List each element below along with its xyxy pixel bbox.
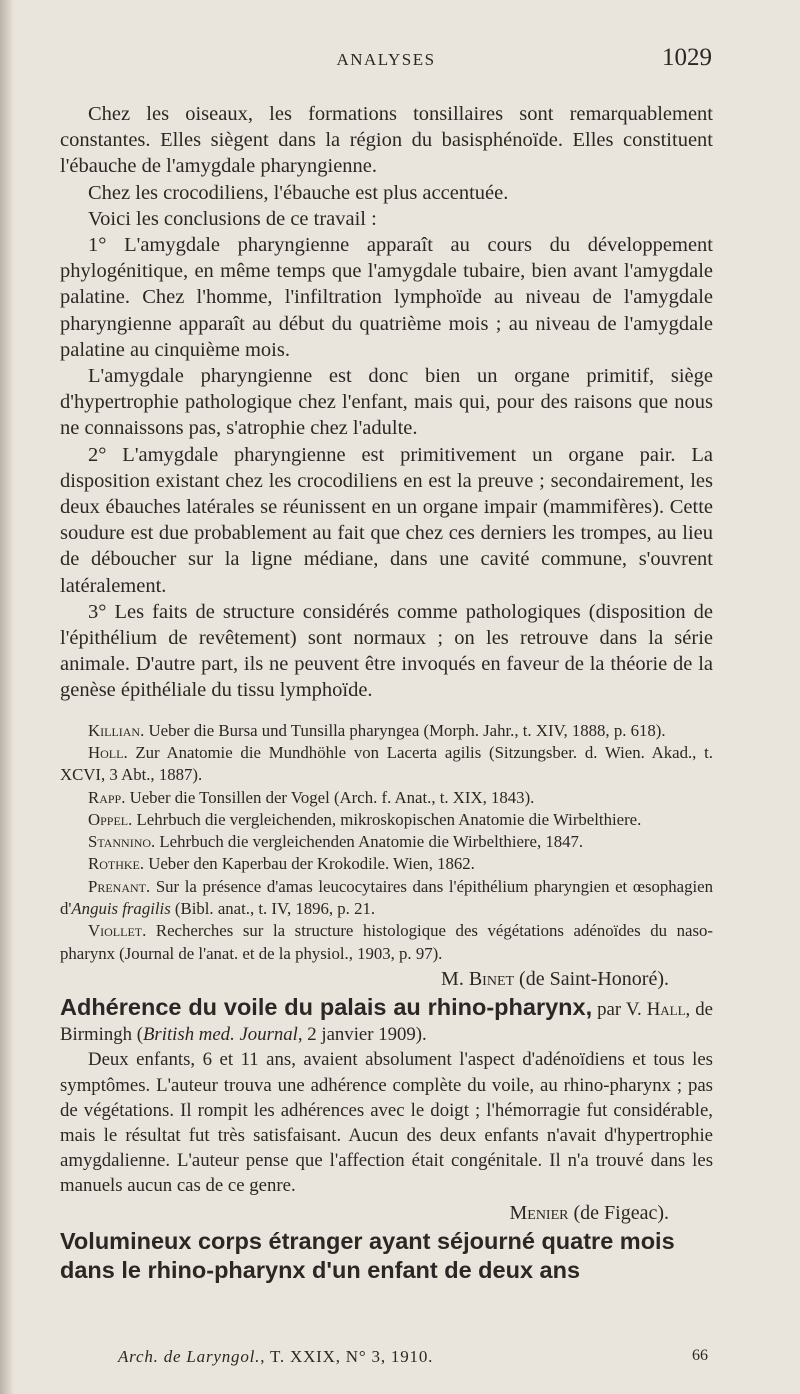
reference-item bbox=[60, 920, 713, 965]
signature-place: (de Saint-Honoré). bbox=[514, 967, 669, 990]
reference-item bbox=[60, 787, 713, 809]
running-title: ANALYSES bbox=[336, 50, 436, 69]
references-list bbox=[60, 720, 713, 965]
paragraph: 2° L'amygdale pharyngienne est primitivement un organe pair. La disposition existant chez les crocodiliens en est la preuve ; secondairement, les deux ébauches latérales se réunissent en un organe impair (mammifères). Cette soudure est due probablement au fait que chez ces derniers les trompes, au lieu de déboucher sur la ligne médiane, dans une cavité commune, s'ouvrent latéralement. bbox=[60, 443, 713, 597]
signature-place: (de Figeac). bbox=[568, 1201, 669, 1224]
byline-mid: , de Birmingh ( bbox=[60, 998, 713, 1046]
reference-text: Ueber die Bursa und Tunsilla pharyngea (Morph. Jahr., t. XIV, 1888, p. 618). bbox=[144, 720, 666, 740]
footer-journal: Arch. de Laryngol. bbox=[118, 1347, 261, 1366]
reference-author: Prenant. bbox=[88, 876, 151, 896]
paragraph: Chez les oiseaux, les formations tonsillaires sont remarquablement constantes. Elles siègent dans la région du basisphénoïde. Elles constituent l'ébauche de l'amygdale pharyngienne. bbox=[60, 103, 713, 178]
footer-volume: , T. XXIX, N° 3, 1910. bbox=[260, 1347, 434, 1366]
reference-author: Rapp. bbox=[88, 787, 126, 807]
signature-binet bbox=[60, 965, 713, 993]
article-adherence bbox=[60, 993, 713, 1227]
analysis-end bbox=[60, 101, 713, 704]
paragraph: L'amygdale pharyngienne est donc bien un organe primitif, siège d'hypertrophie pathologique chez l'enfant, mais qui, pour des raisons que nous ne connaissons pas, s'atrophie chez l'adulte. bbox=[60, 365, 713, 440]
article-title-foreign-body: Volumineux corps étranger ayant séjourné quatre mois dans le rhino-pharynx d'un enfant de deux ans bbox=[60, 1227, 675, 1283]
footer-source bbox=[118, 1347, 433, 1367]
page-number: 1029 bbox=[662, 44, 712, 71]
paragraph: 3° Les faits de structure considérés comme pathologiques (disposition de l'épithélium de revêtement) sont normaux ; on les retrouve dans la série animale. D'autre part, ils ne peuvent être invoqués en faveur de la théorie de la genèse épithéliale du tissu lymphoïde. bbox=[60, 600, 713, 702]
reference-text: Sur la présence d'amas leucocytaires dans l'épithélium pharyngien et œsophagien d' bbox=[60, 876, 713, 919]
reference-item bbox=[60, 720, 713, 742]
page-header bbox=[60, 44, 712, 78]
signature-menier bbox=[60, 1199, 713, 1227]
reference-item bbox=[60, 853, 713, 875]
paragraph: 1° L'amygdale pharyngienne apparaît au cours du développement phylogénitique, en même temps que l'amygdale tubaire, bien avant l'amygdale palatine. Chez l'homme, l'infiltration lymphoïde au niveau de l'amygdale pharyngienne apparaît au début du quatrième mois ; au niveau de l'amygdale palatine au cinquième mois. bbox=[60, 234, 713, 361]
reference-item bbox=[60, 876, 713, 921]
byline-author: Hall bbox=[646, 998, 686, 1020]
paragraph: Chez les crocodiliens, l'ébauche est plus accentuée. bbox=[88, 181, 509, 204]
reference-text: Lehrbuch die vergleichenden Anatomie die Wirbelthiere, 1847. bbox=[155, 832, 584, 852]
reference-text: Ueber die Tonsillen der Vogel (Arch. f. Anat., t. XIX, 1843). bbox=[125, 787, 535, 807]
page-body bbox=[60, 101, 713, 1285]
article-body: Deux enfants, 6 et 11 ans, avaient absolument l'aspect d'adénoïdiens et tous les symptômes. L'auteur trouva une adhérence complète du voile, au rhino-pharynx ; pas de végétations. Il rompit les adhérences avec le doigt ; l'hémorragie fut considérable, mais le résultat fut très satisfaisant. Aucun des deux enfants n'avait d'hypertrophie amygdalienne. L'auteur pense que l'affection était congénitale. Il n'a trouvé dans les manuels aucun cas de ce genre. bbox=[60, 1049, 713, 1197]
reference-item bbox=[60, 831, 713, 853]
reference-text-after: (Bibl. anat., t. IV, 1896, p. 21. bbox=[170, 899, 376, 919]
reference-text: Lehrbuch die vergleichenden, mikroskopischen Anatomie die Wirbelthiere. bbox=[132, 809, 642, 829]
reference-item bbox=[60, 742, 713, 787]
species-name: Anguis fragilis bbox=[71, 899, 171, 919]
signature-name: Menier bbox=[509, 1201, 569, 1224]
byline-post: , 2 janvier 1909). bbox=[297, 1024, 427, 1046]
article-title: Adhérence du voile du palais au rhino-pharynx, bbox=[60, 993, 593, 1020]
reference-text: Zur Anatomie die Mundhöhle von Lacerta agilis (Sitzungsber. d. Wien. Akad., t. XCVI, 3 Abt., 1887). bbox=[60, 742, 713, 785]
reference-author: Viollet. bbox=[88, 921, 147, 941]
reference-item bbox=[60, 809, 713, 831]
reference-author: Killian. bbox=[88, 720, 145, 740]
reference-author: Rothke. bbox=[88, 854, 145, 874]
reference-author: Oppel. bbox=[88, 809, 133, 829]
article-title-line bbox=[60, 993, 713, 1047]
reference-author: Stannino. bbox=[88, 832, 156, 852]
binding-shadow bbox=[0, 0, 14, 1394]
paragraph: Voici les conclusions de ce travail : bbox=[88, 207, 377, 230]
reference-text: Ueber den Kaperbau der Krokodile. Wien, 1862. bbox=[144, 854, 475, 874]
byline-pre: par V. bbox=[592, 998, 647, 1020]
sheet-number: 66 bbox=[692, 1347, 708, 1364]
signature-name: M. Binet bbox=[441, 967, 515, 990]
reference-text: Recherches sur la structure histologique des végétations adénoïdes du naso-pharynx (Journal de l'anat. et de la physiol., 1903, p. 97). bbox=[60, 921, 713, 963]
byline-journal: British med. Journal bbox=[142, 1024, 298, 1046]
reference-author: Holl. bbox=[88, 742, 128, 762]
